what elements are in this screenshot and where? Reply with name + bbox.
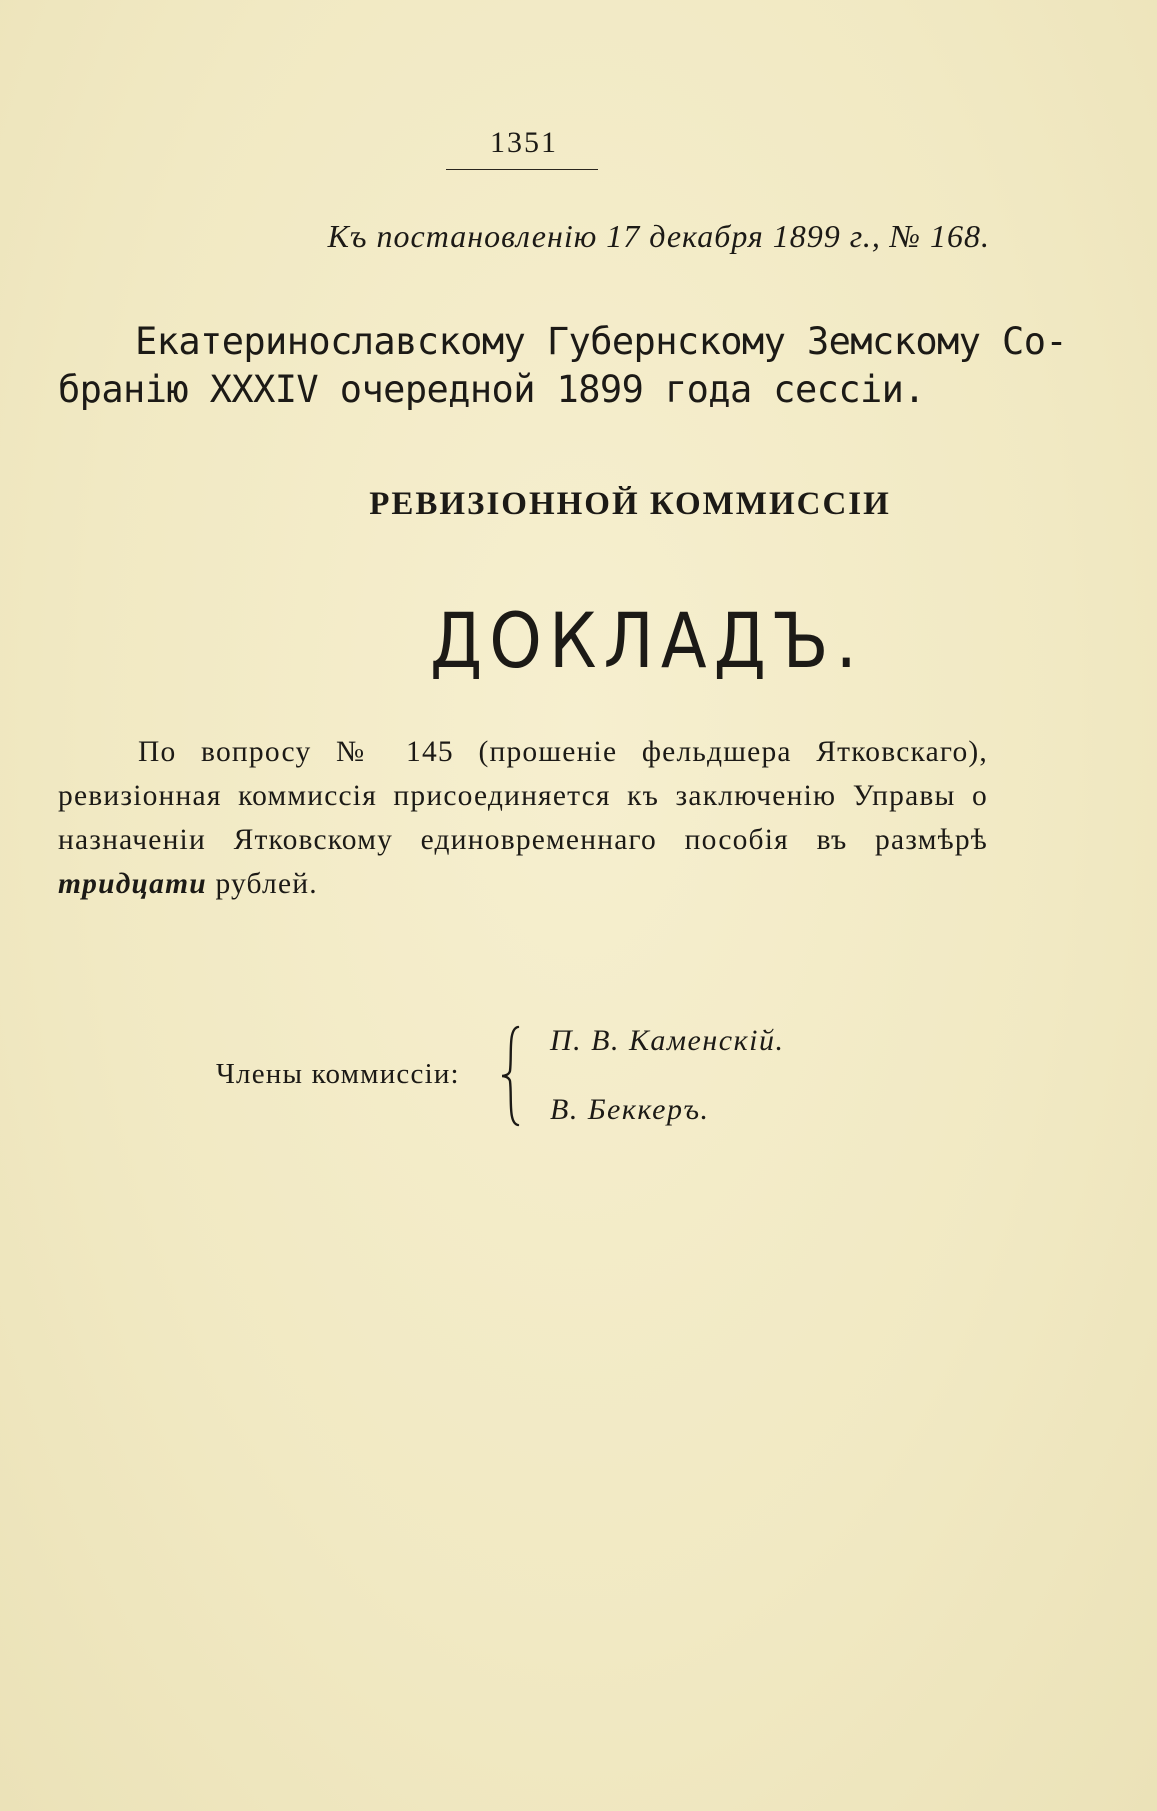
heading-line-1: Екатеринославскому Губернскому Земскому Со- xyxy=(135,320,1068,363)
page-number-rule xyxy=(446,169,598,170)
members-label: Члены коммиссіи: xyxy=(216,1058,460,1090)
curly-brace-icon xyxy=(500,1025,524,1127)
resolution-reference: Къ постановленію 17 декабря 1899 г., № 168. xyxy=(327,218,990,254)
body-emphasis: тридцати xyxy=(58,868,207,900)
page-number: 1351 xyxy=(490,126,558,159)
heading-line-2: бранію XXXIV очередной 1899 года сессіи. xyxy=(58,368,926,411)
body-text-end: рублей. xyxy=(215,868,318,900)
member-name-2: В. Беккеръ. xyxy=(550,1093,710,1126)
body-indent xyxy=(58,736,138,768)
document-title: ДОКЛАДЪ. xyxy=(430,596,864,685)
report-body xyxy=(58,730,988,906)
body-text-main: По вопросу № 145 (прошеніе фельдшера Ятковскаго), ревизіонная коммиссія присоединяется къ заключенію Управы о назначеніи Ятковскому единовременнаго пособія въ размѣрѣ xyxy=(58,736,988,856)
member-name-1: П. В. Каменскій. xyxy=(550,1024,785,1057)
assembly-heading xyxy=(58,318,1068,414)
commission-title: РЕВИЗІОННОЙ КОММИССІИ xyxy=(369,486,891,522)
